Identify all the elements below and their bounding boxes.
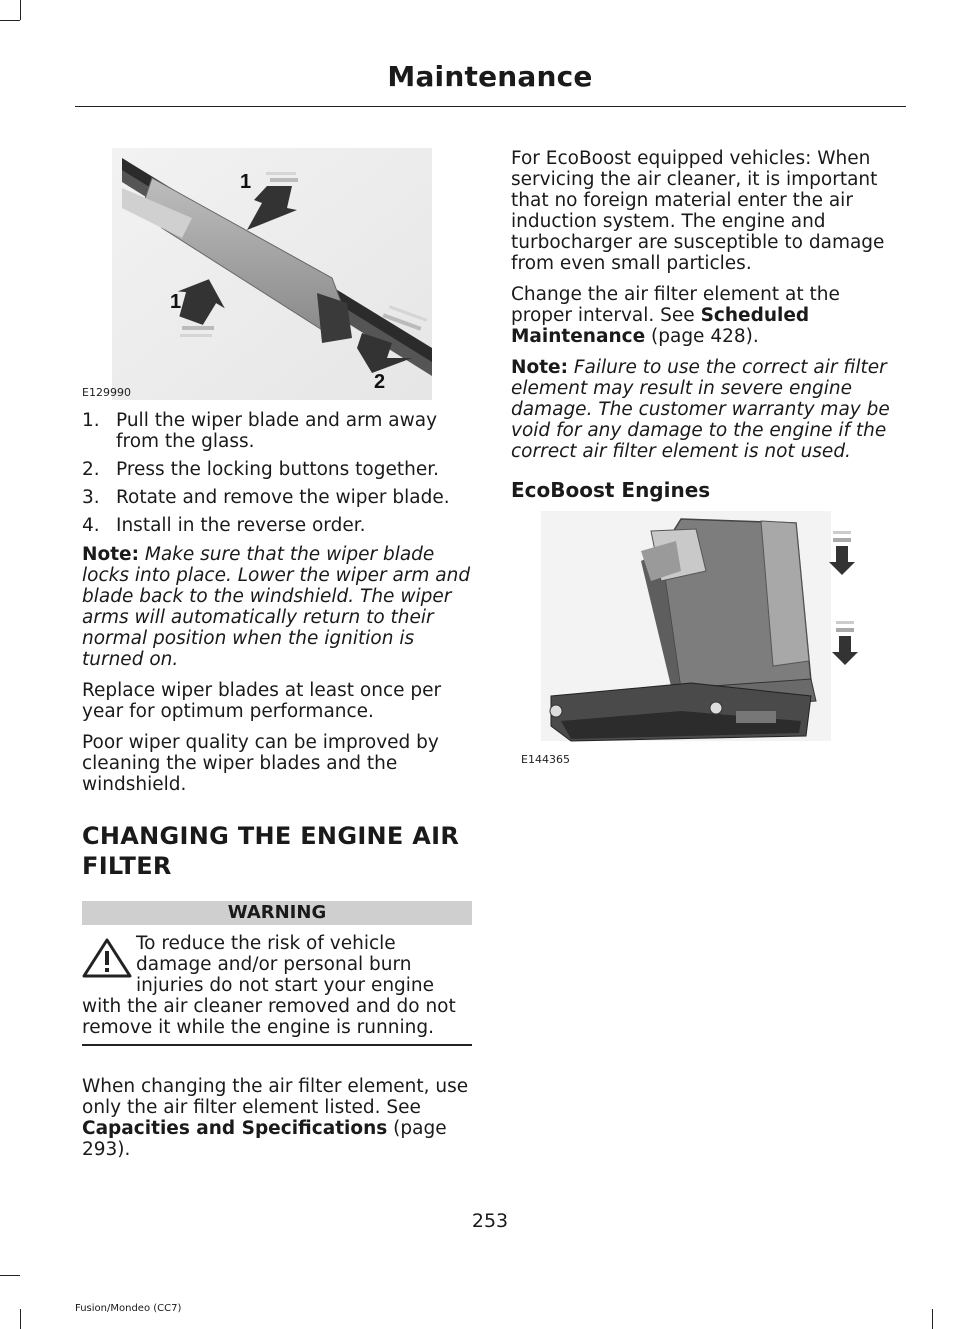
body-paragraph xyxy=(511,284,903,347)
step-number: 3. xyxy=(82,487,100,508)
left-column xyxy=(82,148,472,1170)
wiper-steps-list xyxy=(82,410,472,536)
wiper-illustration xyxy=(82,148,442,400)
arrow-down-icon xyxy=(832,621,858,665)
callout-1-left: 1 xyxy=(170,291,182,313)
note-label: Note: xyxy=(511,357,568,378)
crop-mark xyxy=(20,1309,21,1329)
note-text: Failure to use the correct air filter element may result in severe engine damage. The customer warranty may be void for any damage to the engine if the correct air filter element is not used. xyxy=(511,357,890,462)
page-title: Maintenance xyxy=(387,60,593,93)
note-paragraph xyxy=(511,357,903,462)
note-text: Make sure that the wiper blade locks into place. Lower the wiper arm and blade back to the windshield. The wiper arms will automatically return to their normal position when the ignition is turned on. xyxy=(82,544,471,670)
list-item xyxy=(82,410,472,452)
footer-model: Fusion/Mondeo (CC7) xyxy=(75,1303,182,1314)
warning-triangle-icon xyxy=(82,937,132,979)
crop-mark xyxy=(0,1275,20,1276)
title-divider xyxy=(75,106,906,107)
page-number: 253 xyxy=(471,1210,509,1232)
body-paragraph: Poor wiper quality can be improved by cleaning the wiper blades and the windshield. xyxy=(82,732,439,795)
warning-text: To reduce the risk of vehicle damage and/or personal burn injuries do not start your engine with the air cleaner removed and do not remove it while the engine is running. xyxy=(82,933,456,1038)
callout-2: 2 xyxy=(374,371,386,393)
text-run: (page 428). xyxy=(645,326,759,347)
crop-mark xyxy=(20,0,21,20)
body-paragraph xyxy=(82,1076,472,1160)
step-text: Rotate and remove the wiper blade. xyxy=(116,487,450,508)
crop-mark xyxy=(0,20,20,21)
warning-header: WARNING xyxy=(82,901,472,925)
cross-reference-link[interactable]: Scheduled Maintenance xyxy=(511,305,810,347)
crop-mark xyxy=(932,1309,933,1329)
cross-reference-link[interactable]: Capacities and Specifications xyxy=(82,1118,388,1139)
text-run: When changing the air filter element, use only the air filter element listed. See xyxy=(82,1076,469,1118)
step-number: 2. xyxy=(82,459,100,480)
air-cleaner-illustration xyxy=(511,511,871,756)
wiper-figure xyxy=(82,148,442,400)
body-paragraph: Replace wiper blades at least once per year for optimum performance. xyxy=(82,680,442,722)
engine-figure xyxy=(511,511,871,776)
step-text: Pull the wiper blade and arm away from the glass. xyxy=(116,410,438,452)
section-heading: CHANGING THE ENGINE AIR FILTER xyxy=(82,822,460,880)
figure-code: E144365 xyxy=(521,753,570,766)
arrow-down-icon xyxy=(829,531,855,575)
callout-1-top: 1 xyxy=(240,171,252,193)
note-paragraph xyxy=(82,544,472,670)
subheading: EcoBoost Engines xyxy=(511,478,711,502)
list-item xyxy=(82,459,472,480)
text-run: (page 293). xyxy=(82,1118,447,1160)
step-text: Press the locking buttons together. xyxy=(116,459,440,480)
list-item xyxy=(82,515,472,536)
figure-code: E129990 xyxy=(82,386,131,399)
list-item xyxy=(82,487,472,508)
note-label: Note: xyxy=(82,544,139,565)
body-paragraph: For EcoBoost equipped vehicles: When servicing the air cleaner, it is important that no foreign material enter the air induction system. The engine and turbocharger are susceptible to damage from even small particles. xyxy=(511,148,885,274)
warning-box xyxy=(82,933,472,1046)
step-number: 1. xyxy=(82,410,100,431)
step-text: Install in the reverse order. xyxy=(116,515,366,536)
step-number: 4. xyxy=(82,515,100,536)
text-run: Change the air filter element at the proper interval. See xyxy=(511,284,840,326)
right-column xyxy=(511,148,903,776)
